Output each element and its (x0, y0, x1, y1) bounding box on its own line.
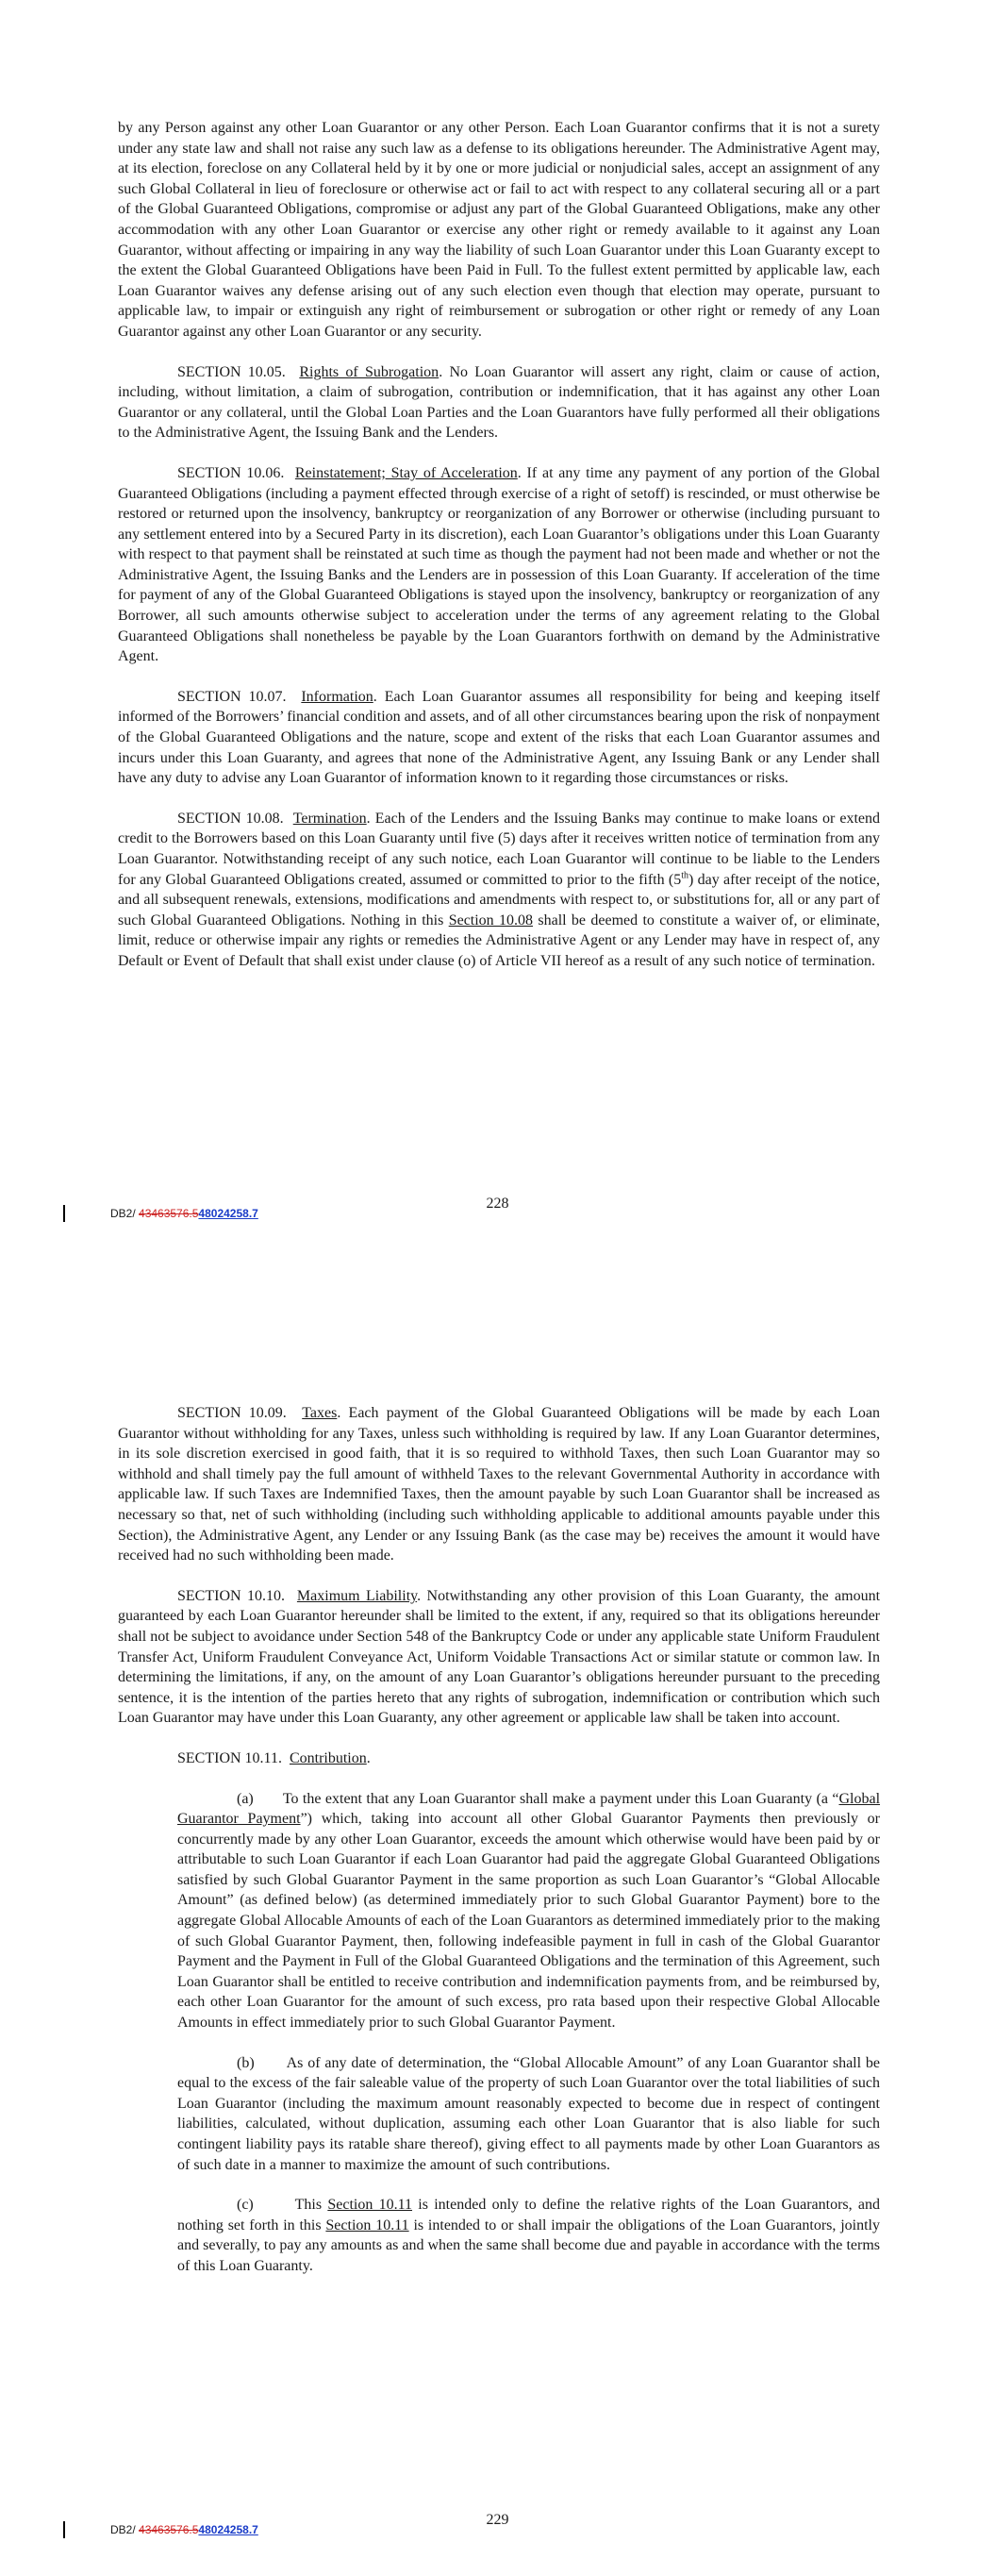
inserted-doc-number: 48024258.7 (198, 2523, 258, 2536)
section-text: . If at any time any payment of any portion of the Global Guaranteed Obligations (including a payment effected through exercise of a right of setoff) is rescinded, or must otherwise be restored or returned upon the insolvency, bankruptcy or reorganization of any Borrower or otherwise (including pursuant to any settlement entered into by a Secured Party in its discretion), each Loan Guarantor’s obligations under this Loan Guaranty with respect to that payment shall be reinstated at such time as though the payment had not been made and whether or not the Administrative Agent, the Issuing Banks and the Lenders are in possession of this Loan Guaranty. If acceleration of the time for payment of any of the Global Guaranteed Obligations is stayed upon the insolvency, bankruptcy or reorganization of any Borrower, all such amounts otherwise subject to acceleration under the terms of any agreement relating to the Global Guaranteed Obligations shall nonetheless be payable by the Loan Guarantors forthwith on demand by the Administrative Agent. (118, 464, 881, 665)
section-title: Taxes (302, 1405, 338, 1421)
section-text: . Notwithstanding any other provision of this Loan Guaranty, the amount guaranteed by each Loan Guarantor hereunder shall be limited to the extent, if any, required so that its obligations hereunder shall not be subject to avoidance under Section 548 of the Bankruptcy Code or under any applicable state Uniform Fraudulent Transfer Act, Uniform Fraudulent Conveyance Act, Uniform Voidable Transactions Act or similar statute or common law. In determining the limitations, if any, on the amount of any Loan Guarantor’s obligations hereunder pursuant to the preceding sentence, it is the intention of the parties hereto that any rights of subrogation, indemnification or contribution which such Loan Guarantor may have under this Loan Guaranty, any other agreement or applicable law shall be taken into account. (118, 1587, 881, 1727)
section-text: . Each payment of the Global Guaranteed Obligations will be made by each Loan Guarantor without withholding for any Taxes, unless such withholding is required by law. If any Loan Guarantor determines, in its sole discretion exercised in good faith, that it is so required to withhold Taxes, then such Loan Guarantor may so withhold and shall timely pay the full amount of withheld Taxes to the relevant Governmental Authority in accordance with applicable law. If such Taxes are Indemnified Taxes, then the amount payable by such Loan Guarantor shall be increased as necessary so that, net of such withholding (including such withholding applicable to additional amounts payable under this Section), the Administrative Agent, any Lender or any Issuing Bank (as the case may be) receives the amount it would have received had no such withholding been made. (118, 1405, 880, 1564)
paragraph-continuation (118, 118, 880, 343)
page-228 (0, 0, 995, 1255)
inserted-doc-number: 48024258.7 (198, 1207, 258, 1220)
section-reference: Section 10.11 (325, 2216, 409, 2233)
page-number: 228 (486, 1196, 509, 1212)
section-text: . Each of the Lenders and the Issuing Banks may continue to make loans or extend credit to the Borrowers based on this Loan Guaranty until five (5) days after it receives written notice of termination from any Loan Guarantor. Notwithstanding receipt of any such notice, each Loan Guarantor will continue to be liable to the Lenders for any Global Guaranteed Obligations created, assumed or committed to prior to the fifth (5 (118, 810, 881, 888)
section-title: Reinstatement; Stay of Acceleration (294, 464, 518, 481)
subsection-label: (b) (237, 2054, 255, 2071)
section-label: SECTION 10.05. (177, 363, 286, 380)
section-10-08 (118, 809, 880, 972)
page-228-footer (0, 1196, 995, 1231)
subsection-label: (c) (237, 2197, 254, 2214)
section-text: . Each Loan Guarantor assumes all responsibility for being and keeping itself informed of the Borrowers’ financial condition and assets, and of all other circumstances bearing upon the risk of nonpayment of the Global Guaranteed Obligations and the nature, scope and extent of the risks that each Loan Guarantor assumes and incurs under this Loan Guaranty, and agrees that none of the Administrative Agent, any Issuing Bank or any Lender shall have any duty to advise any Loan Guarantor of information known to it regarding those circumstances or risks. (118, 688, 881, 787)
paragraph-text: by any Person against any other Loan Guarantor or any other Person. Each Loan Guarantor confirms that it is not a surety under any state law and shall not raise any such law as a defense to its obligations hereunder. The Administrative Agent may, at its election, foreclose on any Collateral held by it by one or more judicial or nonjudicial sales, accept an assignment of any such Global Collateral in lieu of foreclosure or otherwise act or fail to act with respect to any collateral securing all or a part of the Global Guaranteed Obligations, compromise or adjust any part of the Global Guaranteed Obligations, make any other accommodation with any other Loan Guarantor or exercise any other right or remedy available to it against any Loan Guarantor, without affecting or impairing in any way the liability of such Loan Guarantor under this Loan Guaranty except to the extent the Global Guaranteed Obligations have been Paid in Full. To the fullest extent permitted by applicable law, each Loan Guarantor waives any defense arising out of any such election even though that election may operate, pursuant to applicable law, to impair or extinguish any right of reimbursement or subrogation or other right or remedy of any Loan Guarantor against any other Loan Guarantor or any security. (118, 120, 880, 340)
section-label: SECTION 10.06. (177, 464, 285, 481)
document-id: DB2/ 43463576.548024258.7 (110, 2523, 258, 2536)
section-label: SECTION 10.07. (177, 688, 287, 705)
section-text: . No Loan Guarantor will assert any right, claim or cause of action, including, without limitation, a claim of subrogation, contribution or indemnification, that it has against any other Loan Guarantor or any collateral, until the Global Loan Parties and the Loan Guarantors have fully performed all their obligations to the Administrative Agent, the Issuing Bank and the Lenders. (118, 363, 881, 442)
section-title: Maximum Liability (296, 1587, 418, 1604)
section-title: Termination (292, 810, 367, 827)
section-label: SECTION 10.10. (177, 1587, 286, 1604)
section-10-10 (118, 1586, 880, 1729)
subsection-a: (a) To the extent that any Loan Guarantor shall make a payment under this Loan Guaranty (a “Global Guarantor Payment”) which, taking into account all other Global Guarantor Payments then previously or concurrently made by any other Loan Guarantor, exceeds the amount which otherwise would have been paid by or attributable to such Loan Guarantor if each Loan Guarantor had paid the aggregate Global Guaranteed Obligations satisfied by such Global Guarantor Payment in the same proportion as such Loan Guarantor’s “Global Allocable Amount” (as defined below) (as determined immediately prior to such Global Guarantor Payment) bore to the aggregate Global Allocable Amounts of each of the Loan Guarantors as determined immediately prior to the making of such Global Guarantor Payment, then, following indefeasible payment in full in cash of the Global Guarantor Payment and the Payment in Full of the Global Guaranteed Obligations and the termination of this Agreement, such Loan Guarantor shall be entitled to receive contribution and indemnification payments from, and be reimbursed by, each other Loan Guarantor for the amount of such excess, pro rata based upon their respective Global Allocable Amounts in effect immediately prior to such Global Guarantor Payment. (177, 1790, 881, 2032)
subsection-c: (c) This Section 10.11 is intended only to define the relative rights of the Loan Guarantors, and nothing set forth in this Section 10.11 is intended to or shall impair the obligations of the Loan Guarantors, jointly and severally, to pay any amounts as and when the same shall become due and payable in accordance with the terms of this Loan Guaranty. (177, 2197, 881, 2274)
section-label: SECTION 10.08. (177, 810, 284, 827)
subsection-b: (b) As of any date of determination, the “Global Allocable Amount” of any Loan Guarantor shall be equal to the excess of the fair saleable value of the property of such Loan Guarantor over the total liabilities of such Loan Guarantor (including the maximum amount reasonably expected to become due in respect of contingent liabilities, calculated, without duplication, assuming each other Loan Guarantor that is also liable for such contingent liability pays its ratable share thereof), giving effect to all payments made by other Loan Guarantors as of such date in a manner to maximize the amount of such contributions. (177, 2054, 881, 2173)
section-label: SECTION 10.11. (177, 1749, 282, 1766)
superscript: th (681, 870, 689, 881)
page-229-body (118, 1403, 880, 2297)
section-reference: Section 10.08 (448, 912, 534, 928)
page-number: 229 (486, 2512, 509, 2528)
section-label: SECTION 10.09. (177, 1405, 287, 1421)
page-229 (0, 1255, 995, 2576)
section-title: Rights of Subrogation (299, 363, 439, 380)
section-10-07 (118, 687, 880, 789)
defined-term: Global Guarantor Payment (177, 1790, 881, 1828)
section-reference: Section 10.11 (327, 2197, 413, 2214)
page-229-footer (0, 2512, 995, 2548)
section-10-05 (118, 362, 880, 443)
section-text: shall be deemed to constitute a waiver of, or eliminate, limit, reduce or otherwise impair any rights or remedies the Administrative Agent or any Lender may have in respect of, any Default or Event of Default that shall exist under clause (o) of Article VII hereof as a result of any such notice of termination. (118, 912, 881, 969)
subsection-label: (a) (237, 1790, 254, 1807)
section-10-11-heading: SECTION 10.11. Contribution. (177, 1749, 371, 1766)
deleted-doc-number: 43463576.5 (139, 2523, 199, 2536)
section-text: ) day after receipt of the notice, and all subsequent renewals, extensions, modifications and amendments with respect to, or substitutions for, all or any part of such Global Guaranteed Obligations. Nothing in this (118, 871, 881, 928)
page-228-body (118, 118, 880, 992)
section-10-06 (118, 463, 880, 667)
section-title: Information (301, 688, 373, 705)
deleted-doc-number: 43463576.5 (139, 1207, 199, 1220)
section-10-09 (118, 1403, 880, 1566)
section-title: Contribution (289, 1749, 367, 1766)
document-id: DB2/ 43463576.548024258.7 (110, 1207, 258, 1220)
